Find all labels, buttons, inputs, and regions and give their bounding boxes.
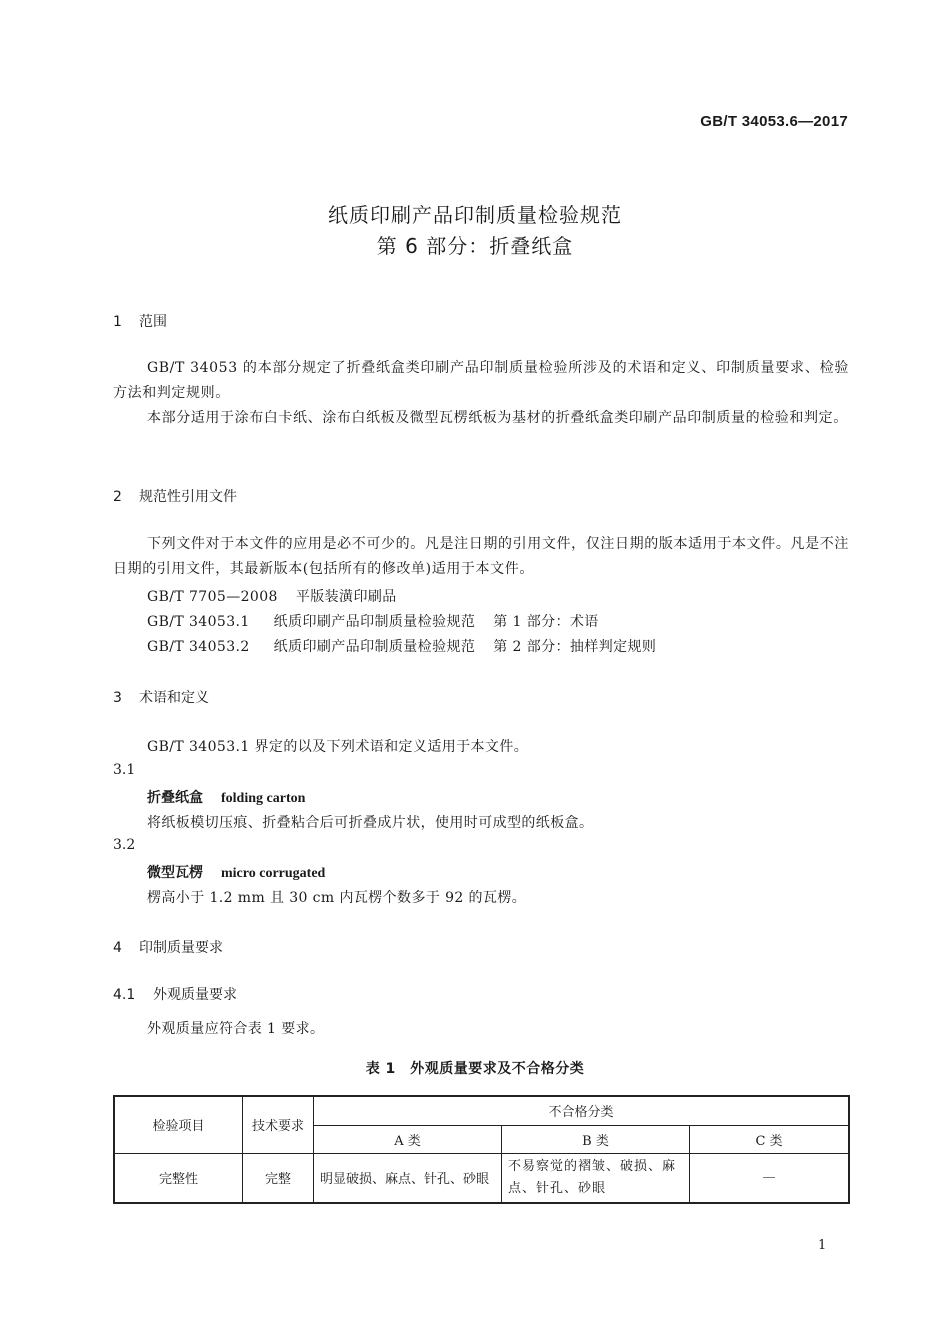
paragraph: GB/T 34053.1 界定的以及下列术语和定义适用于本文件。 (147, 739, 529, 755)
term-definition: 将纸板模切压痕、折叠粘合后可折叠成片状，使用时可成型的纸板盒。 (147, 815, 594, 831)
cell-requirement: 完整 (243, 1153, 314, 1203)
cell-item: 完整性 (114, 1153, 243, 1203)
section-title: 范围 (139, 314, 167, 330)
section-number: 1 (113, 314, 122, 330)
paragraph: 外观质量应符合表 1 要求。 (147, 1021, 325, 1037)
header-inspection-item: 检验项目 (114, 1096, 243, 1153)
subsection-title: 外观质量要求 (153, 987, 237, 1003)
term-entry (147, 862, 325, 882)
term-zh: 折叠纸盒 (147, 790, 203, 806)
reference-code: GB/T 34053.2 (147, 639, 250, 655)
section-heading-terms (113, 687, 209, 707)
section-title: 印制质量要求 (139, 940, 223, 956)
page-number: 1 (818, 1238, 827, 1253)
term-zh: 微型瓦楞 (147, 865, 203, 881)
term-en: micro corrugated (221, 866, 326, 881)
term-entry (147, 787, 305, 807)
section-heading-normative-references (113, 486, 237, 506)
reference-item (147, 586, 397, 606)
header-class-c: C 类 (690, 1125, 850, 1153)
paragraph: 下列文件对于本文件的应用是必不可少的。凡是注日期的引用文件，仅注日期的版本适用于本文件。凡是不注日期的引用文件，其最新版本(包括所有的修改单)适用于本文件。 (113, 536, 849, 577)
section-number: 2 (113, 489, 122, 505)
reference-part: 第 1 部分：术语 (493, 614, 599, 630)
document-title-line2: 第 6 部分：折叠纸盒 (376, 234, 574, 258)
standard-number: GB/T 34053.6—2017 (700, 113, 848, 130)
cell-class-a: 明显破损、麻点、针孔、砂眼 (314, 1153, 502, 1203)
subsection-heading-appearance (113, 984, 237, 1004)
section-number: 3 (113, 690, 122, 706)
section-title: 规范性引用文件 (139, 489, 237, 505)
section-number: 4 (113, 940, 122, 956)
reference-part: 第 2 部分：抽样判定规则 (493, 639, 657, 655)
term-number: 3.2 (113, 837, 136, 853)
term-en: folding carton (221, 791, 306, 806)
subsection-number: 4.1 (113, 987, 136, 1003)
section-title: 术语和定义 (139, 690, 209, 706)
quality-table (113, 1095, 850, 1204)
table-caption: 表 1 外观质量要求及不合格分类 (365, 1061, 585, 1077)
reference-code: GB/T 34053.1 (147, 614, 250, 630)
reference-code: GB/T 7705—2008 (147, 589, 278, 605)
cell-class-c: — (690, 1153, 850, 1203)
reference-name: 纸质印刷产品印制质量检验规范 (273, 614, 476, 630)
reference-name: 平版装潢印刷品 (295, 589, 397, 605)
paragraph: GB/T 34053 的本部分规定了折叠纸盒类印刷产品印制质量检验所涉及的术语和定义、印制质量要求、检验方法和判定规则。 (113, 360, 849, 401)
term-number: 3.1 (113, 762, 136, 778)
cell-class-b: 不易察觉的褶皱、破损、麻点、针孔、砂眼 (502, 1153, 690, 1203)
header-class-a: A 类 (314, 1125, 502, 1153)
header-nonconformity-class: 不合格分类 (314, 1096, 850, 1125)
reference-item (147, 611, 599, 631)
reference-name: 纸质印刷产品印制质量检验规范 (273, 639, 476, 655)
section-heading-quality-requirements (113, 937, 223, 957)
header-class-b: B 类 (502, 1125, 690, 1153)
document-title-line1: 纸质印刷产品印制质量检验规范 (328, 203, 622, 227)
section-heading-scope (113, 311, 167, 331)
table-row (114, 1153, 849, 1203)
header-technical-requirement: 技术要求 (243, 1096, 314, 1153)
term-definition: 楞高小于 1.2 mm 且 30 cm 内瓦楞个数多于 92 的瓦楞。 (147, 890, 527, 906)
paragraph: 本部分适用于涂布白卡纸、涂布白纸板及微型瓦楞纸板为基材的折叠纸盒类印刷产品印制质量的检验和判定。 (147, 410, 848, 426)
reference-item (147, 636, 656, 656)
